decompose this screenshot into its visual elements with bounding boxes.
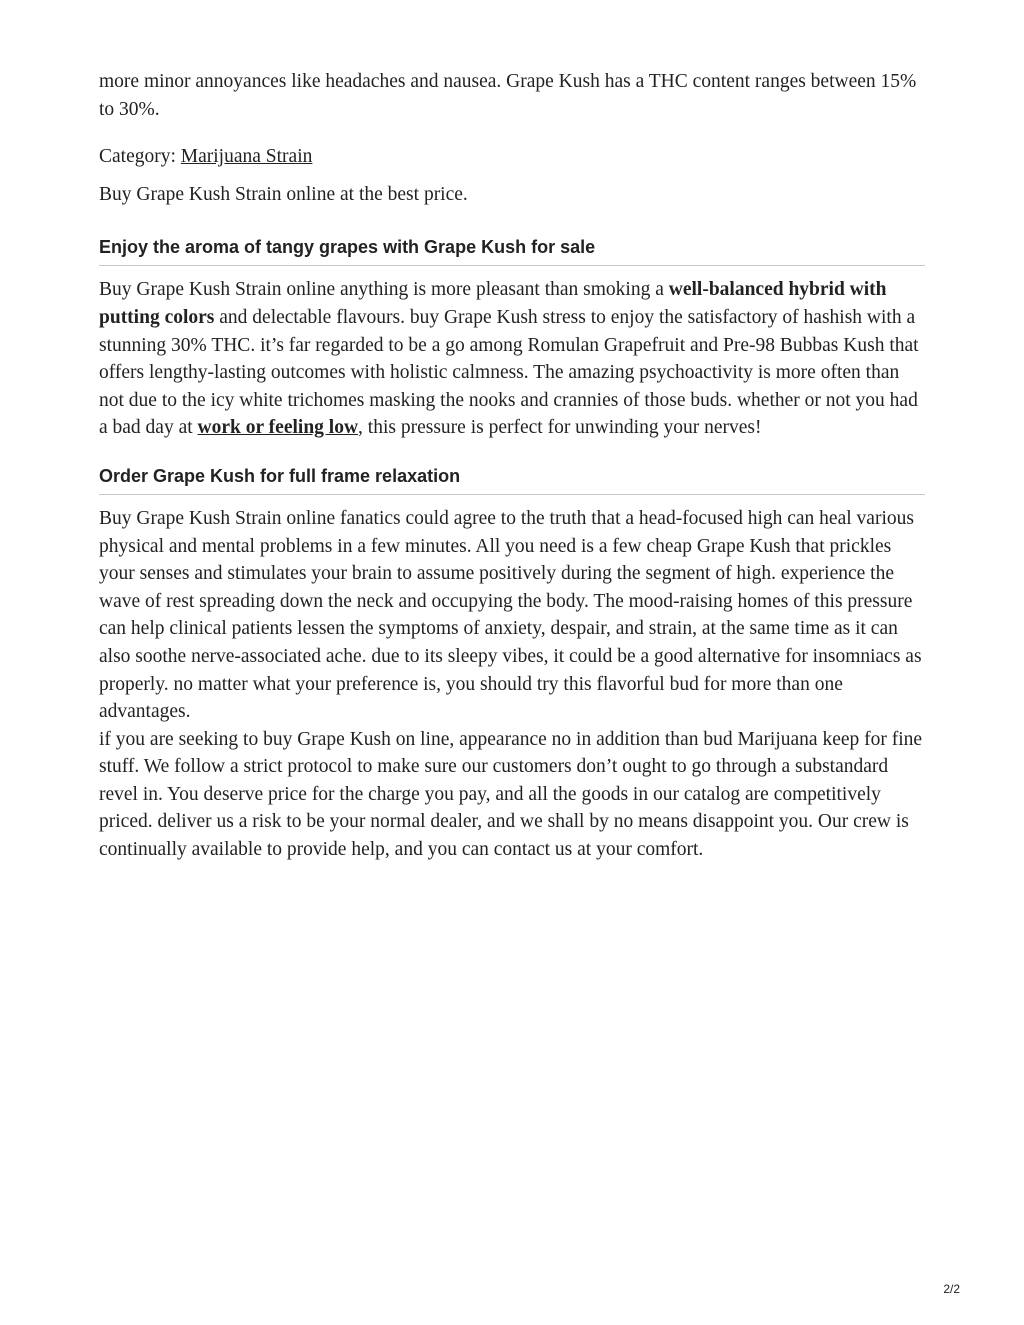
aroma-text-2: and delectable flavours. buy Grape Kush stress to enjoy the satisfactory of hashish with a stunning 30% THC. it’s far regarded to be a go among Romulan Grapefruit and Pre-98 Bubbas Kush that offers lengthy-lasting outcomes with holistic calmness. The amazing psychoactivity is more often than not due to the icy white trichomes masking the nooks and crannies of those buds. whether or not you had a bad day at [99,306,919,439]
section-frame-paragraph-2: if you are seeking to buy Grape Kush on line, appearance no in addition than bud Marijuana keep for fine stuff. We follow a strict protocol to make sure our customers don’t ought to go through a substandard revel in. You deserve price for the charge you pay, and all the goods in our catalog are competitively priced. deliver us a risk to be your normal dealer, and we shall by no means disappoint you. Our crew is continually available to provide help, and you can contact us at your comfort. [99,728,923,861]
category-label: Category: [99,146,181,168]
work-or-feeling-low-link-text: work or feeling low [197,417,359,439]
category-link[interactable]: Marijuana Strain [180,146,313,168]
aroma-text-3: , this pressure is perfect for unwinding your nerves! [358,417,762,439]
section-aroma-paragraph [99,276,925,442]
buy-online-line: Buy Grape Kush Strain online at the best price. [99,183,468,205]
intro-paragraph-tail: more minor annoyances like headaches and nausea. Grape Kush has a THC content ranges between 15% to 30%. [99,71,917,120]
section-heading-frame: Order Grape Kush for full frame relaxation [99,464,925,495]
aroma-bold-phrase: well-balanced hybrid with putting colors [99,279,887,328]
section-frame-paragraph-1: Buy Grape Kush Strain online fanatics could agree to the truth that a head-focused high can heal various physical and mental problems in a few minutes. All you need is a few cheap Grape Kush that prickles your senses and stimulates your brain to assume positively during the segment of high. experience the wave of rest spreading down the neck and occupying the body. The mood-raising homes of this pressure can help clinical patients lessen the symptoms of anxiety, despair, and strain, at the same time as it can also soothe nerve-associated ache. due to its sleepy vibes, it could be a good alternative for insomniacs as properly. no matter what your preference is, you should try this flavorful bud for more than one advantages. [99,507,922,723]
aroma-text-1: Buy Grape Kush Strain online anything is more pleasant than smoking a [99,279,669,301]
section-heading-aroma: Enjoy the aroma of tangy grapes with Grape Kush for sale [99,235,925,266]
category-line [99,143,925,171]
document-page [99,68,925,864]
page-number: 2/2 [943,1282,960,1296]
work-or-feeling-low-link[interactable] [198,417,359,438]
